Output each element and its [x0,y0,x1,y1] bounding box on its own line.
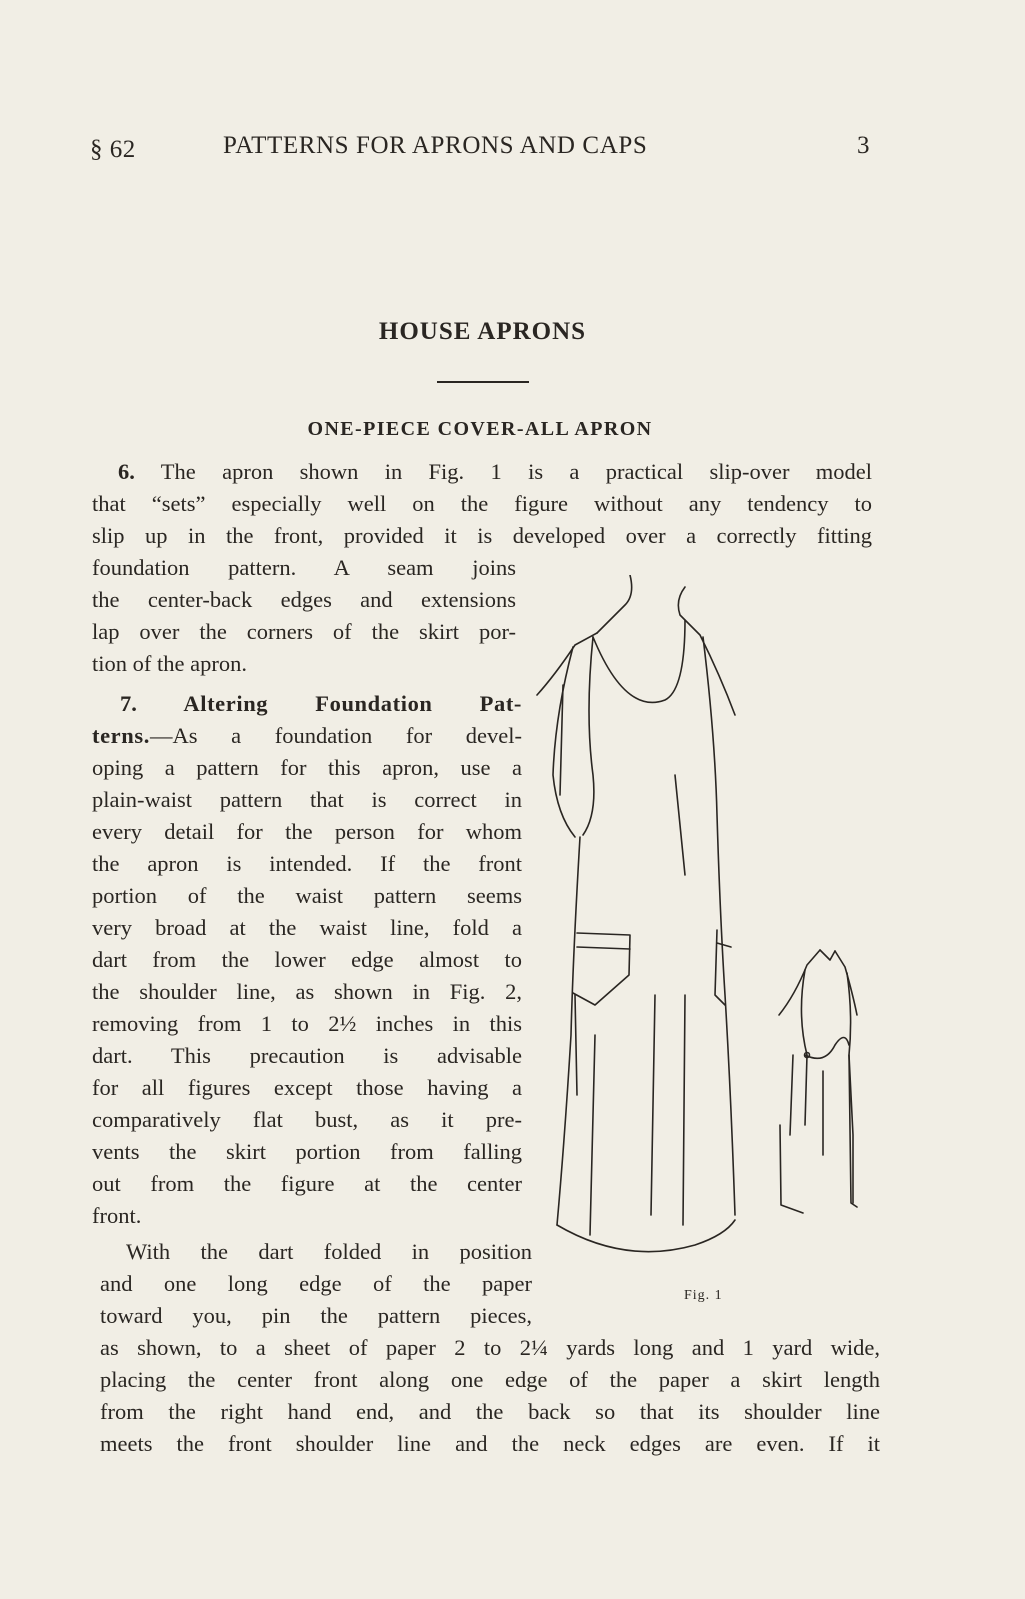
text-line: dart. This precaution is advisable [92,1043,522,1068]
text-line: front. [92,1203,142,1228]
text-line: toward you, pin the pattern pieces, [100,1303,532,1328]
text-line: plain-waist pattern that is correct in [92,787,522,812]
subtitle: ONE-PIECE COVER-ALL APRON [307,418,653,440]
title-rule [437,381,529,383]
paragraph-number: 6. [118,459,135,484]
paragraph-number: 7. [120,691,137,716]
text-line: every detail for the person for whom [92,819,522,844]
text-line: portion of the waist pattern seems [92,883,522,908]
text-line: vents the skirt portion from falling [92,1139,522,1164]
text-line: terns.—As a foundation for devel- [92,723,522,748]
back-apron-drawing [779,950,857,1213]
text-line: out from the figure at the center [92,1171,522,1196]
section-title: HOUSE APRONS [378,318,587,345]
front-apron-drawing [537,575,735,1252]
text-line: that “sets” especially well on the figure without any tendency to [92,491,872,516]
paragraph-8-narrow [100,1236,532,1332]
text-line: as shown, to a sheet of paper 2 to 2¼ yards long and 1 yard wide, [100,1335,880,1360]
paragraph-heading: Altering Foundation Pat- [183,691,523,716]
text-line: slip up in the front, provided it is developed over a correctly fitting [92,523,872,548]
paragraph-8-full [100,1332,880,1460]
text-line: dart from the lower edge almost to [92,947,522,972]
text-line: and one long edge of the paper [100,1271,532,1296]
running-title: PATTERNS FOR APRONS AND CAPS [223,132,648,159]
paragraph-6-full [92,456,872,552]
text-line: 6. The apron shown in Fig. 1 is a practical slip-over model [118,459,873,484]
page-header [90,128,870,168]
text-line: very broad at the waist line, fold a [92,915,522,940]
text-line: foundation pattern. A seam joins [92,555,516,580]
text-line [92,688,522,720]
text-line: With the dart folded in position [126,1239,532,1264]
page-number: 3 [857,132,870,159]
section-number: § 62 [90,136,136,163]
text-line: for all figures except those having a [92,1075,522,1100]
text-line: comparatively flat bust, as it pre- [92,1107,522,1132]
apron-illustration [535,575,880,1275]
text-line: the shoulder line, as shown in Fig. 2, [92,979,522,1004]
paragraph-7 [92,688,522,1232]
text-line: meets the front shoulder line and the neck edges are even. If it [100,1431,880,1456]
text-line: oping a pattern for this apron, use a [92,755,522,780]
text-line: from the right hand end, and the back so that its shoulder line [100,1399,880,1424]
text-line: placing the center front along one edge of the paper a skirt length [100,1367,880,1392]
text-line: the center-back edges and extensions [92,587,516,612]
text-line: lap over the corners of the skirt por- [92,619,516,644]
text-line: the apron is intended. If the front [92,851,522,876]
paragraph-6-narrow [92,552,516,680]
text-line: removing from 1 to 2½ inches in this [92,1011,522,1036]
text-line: tion of the apron. [92,651,247,676]
figure-caption: Fig. 1 [684,1288,723,1303]
